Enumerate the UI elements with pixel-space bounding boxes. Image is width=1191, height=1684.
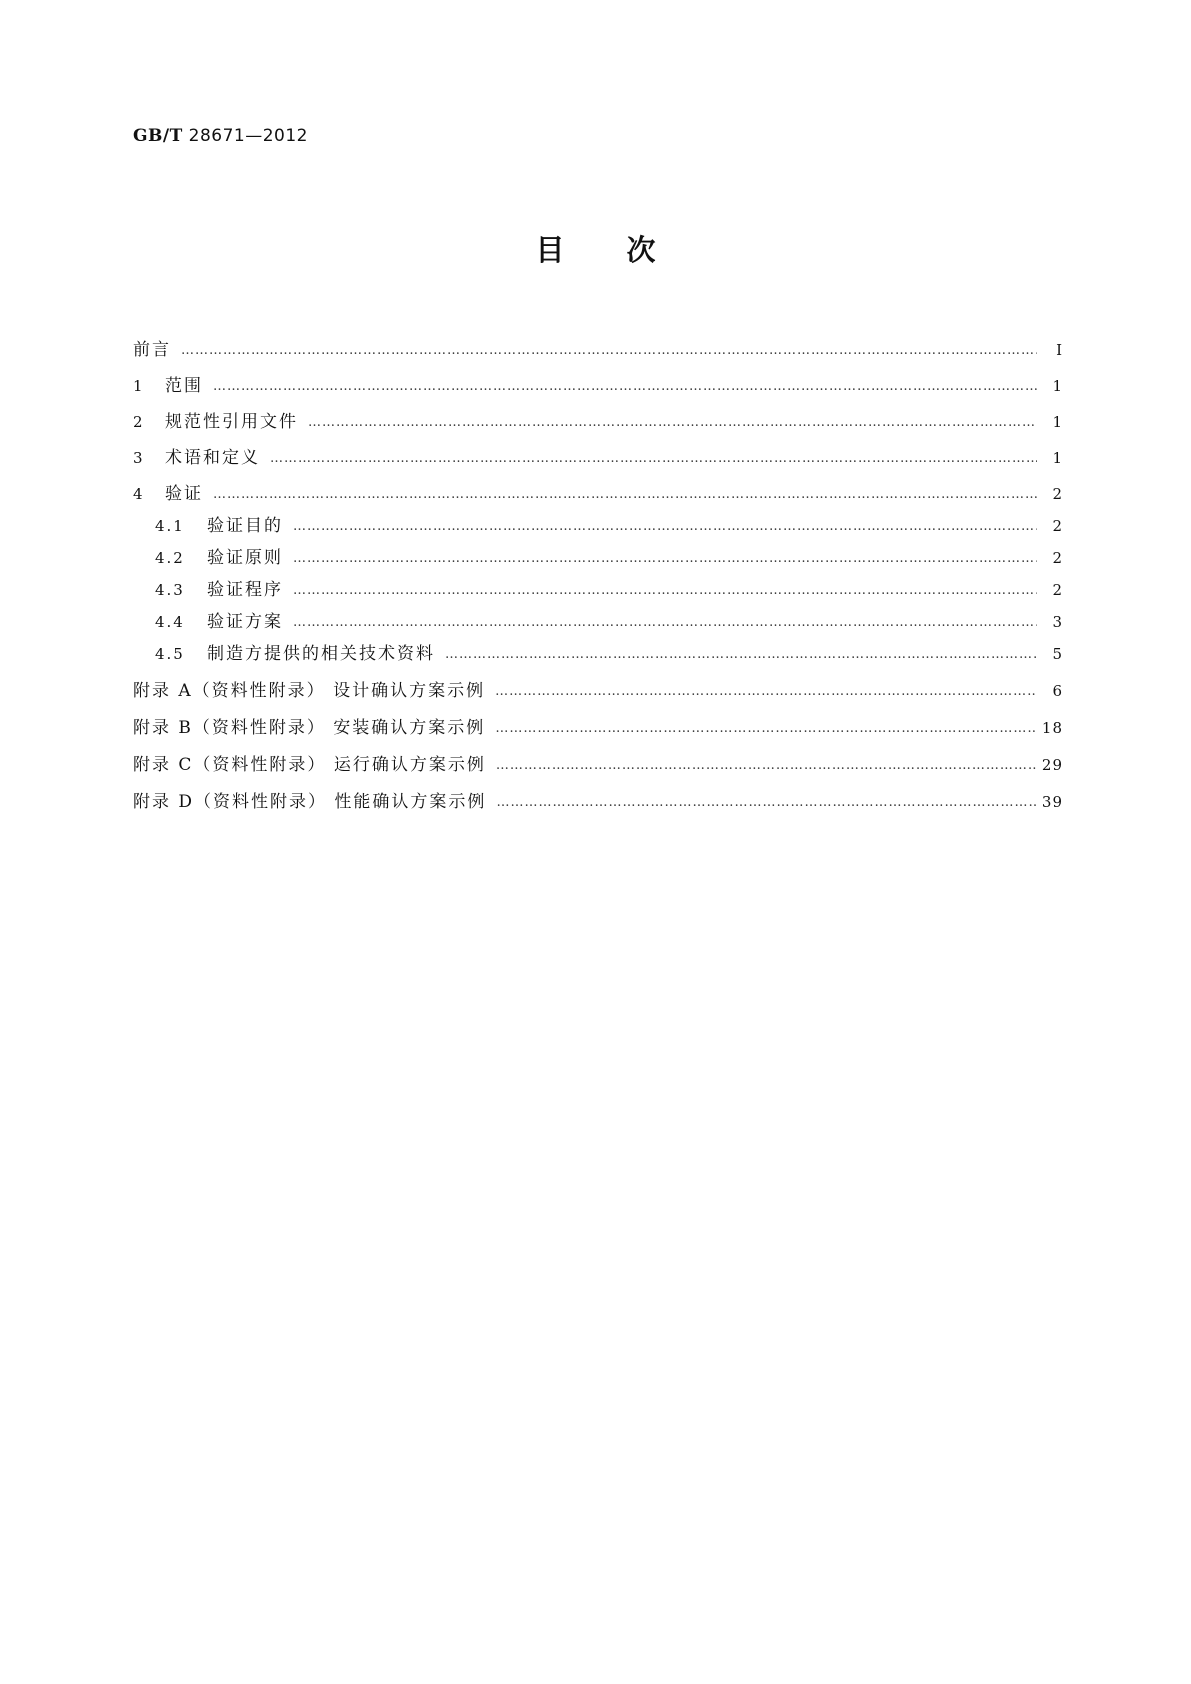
toc-entry[interactable] [133, 433, 1063, 469]
toc-entry-label: 验证原则 [207, 548, 283, 568]
toc-entry-label: 规范性引用文件 [165, 412, 298, 432]
toc-entry-page: 18 [1041, 719, 1063, 737]
toc-entry-number: 4 [133, 485, 145, 503]
toc-entry-label: 术语和定义 [165, 448, 260, 468]
toc-entry[interactable] [133, 601, 1063, 633]
toc-entry-label: 范围 [165, 376, 203, 396]
toc-entry[interactable] [133, 569, 1063, 601]
toc-entry-page: 5 [1052, 645, 1063, 663]
toc-entry[interactable] [133, 702, 1063, 739]
toc-entry[interactable] [133, 537, 1063, 569]
toc-leader-dots [181, 341, 1037, 361]
toc-entry-page: 2 [1052, 581, 1063, 599]
toc-entry-number: 1 [133, 377, 145, 395]
toc-entry-number: 4.1 [155, 517, 185, 535]
toc-entry-label: 附录 D（资料性附录） 性能确认方案示例 [133, 792, 487, 812]
toc-entry-number: 2 [133, 413, 145, 431]
toc-entry-label: 验证方案 [207, 612, 283, 632]
toc-entry-label: 附录 C（资料性附录） 运行确认方案示例 [133, 755, 486, 775]
standard-code [133, 126, 308, 146]
toc-entry-number: 4.4 [155, 613, 185, 631]
toc-entry-label: 制造方提供的相关技术资料 [207, 644, 435, 664]
toc-leader-dots [293, 549, 1037, 569]
toc-entry-page: 1 [1052, 413, 1063, 431]
toc-entry[interactable] [133, 397, 1063, 433]
toc-leader-dots [496, 756, 1036, 776]
toc-leader-dots [495, 719, 1036, 739]
toc-entry-page: 1 [1052, 377, 1063, 395]
toc-leader-dots [213, 485, 1037, 505]
toc-entry-page: 29 [1041, 756, 1063, 774]
toc-entry[interactable] [133, 776, 1063, 813]
toc-entry-page: 39 [1041, 793, 1063, 811]
toc-entry-number: 4.2 [155, 549, 185, 567]
toc-entry[interactable] [133, 665, 1063, 702]
toc-entry-page: 6 [1052, 682, 1063, 700]
toc-entry[interactable] [133, 633, 1063, 665]
toc-leader-dots [293, 581, 1037, 601]
toc-entry[interactable] [133, 469, 1063, 505]
toc-entry[interactable] [133, 739, 1063, 776]
table-of-contents [133, 325, 1063, 813]
toc-leader-dots [308, 413, 1037, 433]
toc-entry-page: 3 [1052, 613, 1063, 631]
toc-entry-label: 验证程序 [207, 580, 283, 600]
toc-entry-number: 3 [133, 449, 145, 467]
page-title: 目次 [535, 233, 718, 267]
toc-entry-number: 4.3 [155, 581, 185, 599]
toc-entry[interactable] [133, 505, 1063, 537]
toc-entry-label: 附录 B（资料性附录） 安装确认方案示例 [133, 718, 486, 738]
toc-leader-dots [495, 682, 1037, 702]
toc-entry-number: 4.5 [155, 645, 185, 663]
standard-number: 28671—2012 [188, 126, 308, 146]
toc-entry-label: 前言 [133, 340, 171, 360]
toc-leader-dots [270, 449, 1037, 469]
toc-entry[interactable] [133, 361, 1063, 397]
toc-leader-dots [445, 645, 1037, 665]
toc-entry-label: 验证 [165, 484, 203, 504]
toc-entry-page: 2 [1052, 485, 1063, 503]
toc-entry-label: 验证目的 [207, 516, 283, 536]
toc-leader-dots [293, 613, 1037, 633]
toc-leader-dots [496, 793, 1035, 813]
toc-entry-page: 2 [1052, 549, 1063, 567]
toc-entry-page: Ⅰ [1056, 341, 1063, 359]
toc-leader-dots [293, 517, 1037, 537]
toc-entry-page: 1 [1052, 449, 1063, 467]
toc-entry-page: 2 [1052, 517, 1063, 535]
toc-entry[interactable] [133, 325, 1063, 361]
standard-prefix: GB/T [133, 126, 183, 146]
toc-leader-dots [213, 377, 1037, 397]
toc-entry-label: 附录 A（资料性附录） 设计确认方案示例 [133, 681, 486, 701]
